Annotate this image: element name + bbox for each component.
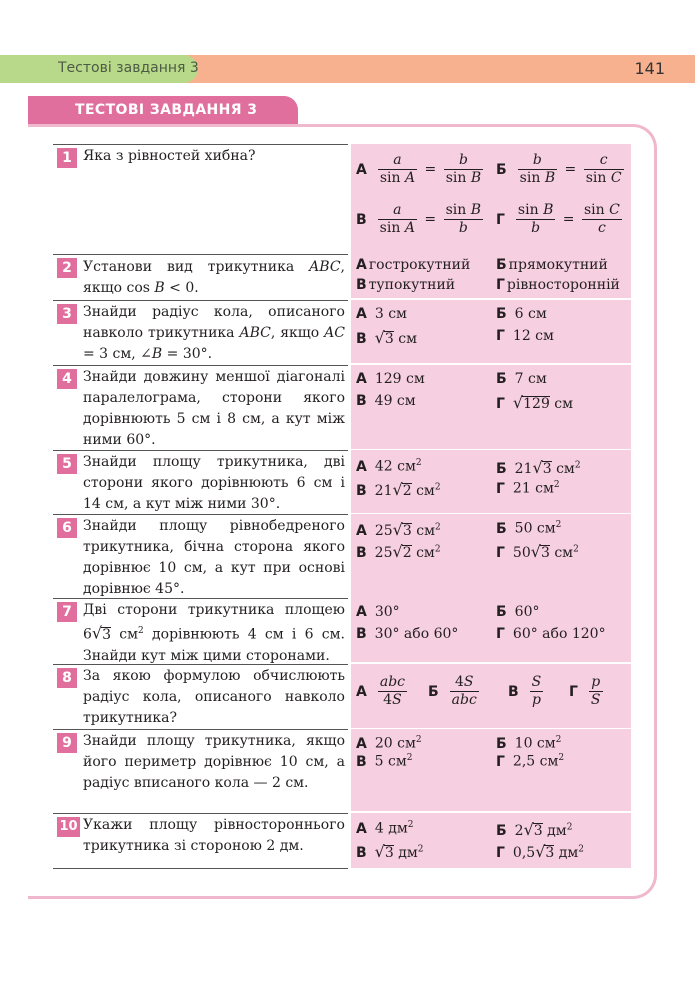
option-a: А 3 см [356, 306, 407, 322]
option-b: Б $\frac{b}{\text{sin B}}$ = $\frac{c}{\text{sin C}}$ [496, 152, 622, 186]
option-v: В тупокутний [356, 277, 456, 293]
option-v: В √3 см [356, 328, 417, 347]
question-text: Дві сторони трикутника площею 6√3 $см^2$ дорівнюють 4 см і 6 см. Знайди кут між цими сторонами. [83, 602, 345, 664]
answers-7 [351, 598, 631, 662]
task-number: 9 [57, 733, 77, 753]
option-b: Б $\frac{4S}{\text{abc}}$ [428, 674, 477, 708]
option-g: Г 0,5√3 $дм^2$ [496, 842, 585, 861]
task-number: 7 [57, 602, 77, 622]
answers-8 [351, 664, 631, 728]
question-10 [53, 813, 348, 868]
question-9 [53, 729, 348, 811]
option-g: Г 2,5 $см^2$ [496, 753, 565, 770]
answers-2 [351, 254, 631, 298]
question-3 [53, 300, 348, 363]
option-b: Б 6 см [496, 306, 547, 322]
task-number: 3 [57, 304, 77, 324]
option-b: Б 50 $см^2$ [496, 520, 562, 537]
option-a: А 30° [356, 604, 400, 620]
task-4 [53, 365, 633, 449]
task-9 [53, 729, 633, 811]
question-7 [53, 598, 348, 662]
task-10 [53, 813, 633, 868]
task-number: 2 [57, 258, 77, 278]
option-b: Б 21√3 $см^2$ [496, 458, 581, 477]
answers-10 [351, 813, 631, 868]
option-g: Г 12 см [496, 328, 554, 344]
task-7 [53, 598, 633, 662]
question-6 [53, 514, 348, 598]
answers-4 [351, 365, 631, 449]
option-g: Г $\frac{\text{sin B}}{b}$ = $\frac{\text{sin C}}{c}$ [496, 202, 620, 236]
answers-6 [351, 514, 631, 598]
option-a: А 4 $дм^2$ [356, 820, 414, 837]
option-a: А гострокутний [356, 257, 471, 273]
option-a: А 25√3 $см^2$ [356, 520, 441, 539]
question-2 [53, 254, 348, 298]
option-v: В 25√2 $см^2$ [356, 542, 441, 561]
task-number: 5 [57, 454, 77, 474]
option-v: В √3 $дм^2$ [356, 842, 424, 861]
page-number: 141 [634, 59, 665, 78]
task-number: 4 [57, 369, 77, 389]
option-a: А $\frac{a}{\text{sin A}}$ = $\frac{b}{\text{sin B}}$ [356, 152, 482, 186]
question-8 [53, 664, 348, 728]
option-b: Б 10 $см^2$ [496, 735, 562, 752]
header-title: Тестові завдання 3 [58, 60, 199, 76]
option-v: В $\frac{a}{\text{sin A}}$ = $\frac{\text{sin B}}{b}$ [356, 202, 482, 236]
task-number: 1 [57, 148, 77, 168]
option-a: А 20 $см^2$ [356, 735, 422, 752]
option-a: А $\frac{\text{abc}}{4S}$ [356, 674, 405, 708]
option-g: Г рівносторонній [496, 277, 620, 293]
question-text: Знайди площу рівнобедреного трикутника, бічна сторона якого дорівнює 10 см, а кут при основі дорівнює 45°. [83, 518, 345, 597]
option-b: Б 7 см [496, 371, 547, 387]
question-text: Знайди радіус кола, описаного навколо трикутника ABC, якщо AC = 3 см, ∠B = 30°. [83, 304, 345, 362]
question-1 [53, 144, 348, 254]
option-g: Г $\frac{p}{S}$ [569, 674, 601, 708]
section-title: ТЕСТОВІ ЗАВДАННЯ 3 [28, 96, 298, 124]
option-a: А 129 см [356, 371, 425, 387]
task-number: 6 [57, 518, 77, 538]
question-text: За якою формулою обчислюють радіус кола, описаного навколо трикутника? [83, 668, 345, 726]
answers-5 [351, 450, 631, 513]
option-v: В 30° або 60° [356, 626, 459, 642]
option-g: Г 60° або 120° [496, 626, 606, 642]
option-b: Б прямокутний [496, 257, 608, 273]
task-2 [53, 254, 633, 298]
option-b: Б 2√3 $дм^2$ [496, 820, 573, 839]
task-6 [53, 514, 633, 598]
option-b: Б 60° [496, 604, 540, 620]
task-1 [53, 144, 633, 254]
option-g: Г 50√3 $см^2$ [496, 542, 579, 561]
question-text: Яка з рівностей хибна? [83, 148, 256, 164]
table-bottom-rule [53, 868, 348, 869]
answers-9 [351, 729, 631, 811]
task-number: 8 [57, 668, 77, 688]
answers-1 [351, 144, 631, 254]
option-g: Г √129 см [496, 393, 574, 412]
question-text: Установи вид трикутника ABC, якщо cos B < 0. [83, 259, 345, 296]
question-text: Укажи площу рівностороннього трикутника зі стороною 2 дм. [83, 817, 345, 854]
answers-3 [351, 300, 631, 363]
option-g: Г 21 $см^2$ [496, 480, 560, 497]
option-v: В $\frac{S}{p}$ [508, 674, 542, 708]
task-3 [53, 300, 633, 363]
option-v: В 21√2 $см^2$ [356, 480, 441, 499]
option-v: В 5 $см^2$ [356, 753, 413, 770]
question-4 [53, 365, 348, 449]
question-text: Знайди довжину меншої діагоналі паралелограма, сторони якого дорівнюють 5 см і 8 см, а кут між ними 60°. [83, 369, 345, 448]
question-text: Знайди площу трикутника, якщо його периметр дорівнює 10 см, а радіус вписаного кола — 2 см. [83, 733, 345, 791]
option-a: А 42 $см^2$ [356, 458, 422, 475]
task-5 [53, 450, 633, 513]
task-number: 10 [57, 817, 80, 837]
question-text: Знайди площу трикутника, дві сторони якого дорівнюють 6 см і 14 см, а кут між ними 30°. [83, 454, 345, 512]
task-8 [53, 664, 633, 728]
option-v: В 49 см [356, 393, 416, 409]
question-5 [53, 450, 348, 513]
